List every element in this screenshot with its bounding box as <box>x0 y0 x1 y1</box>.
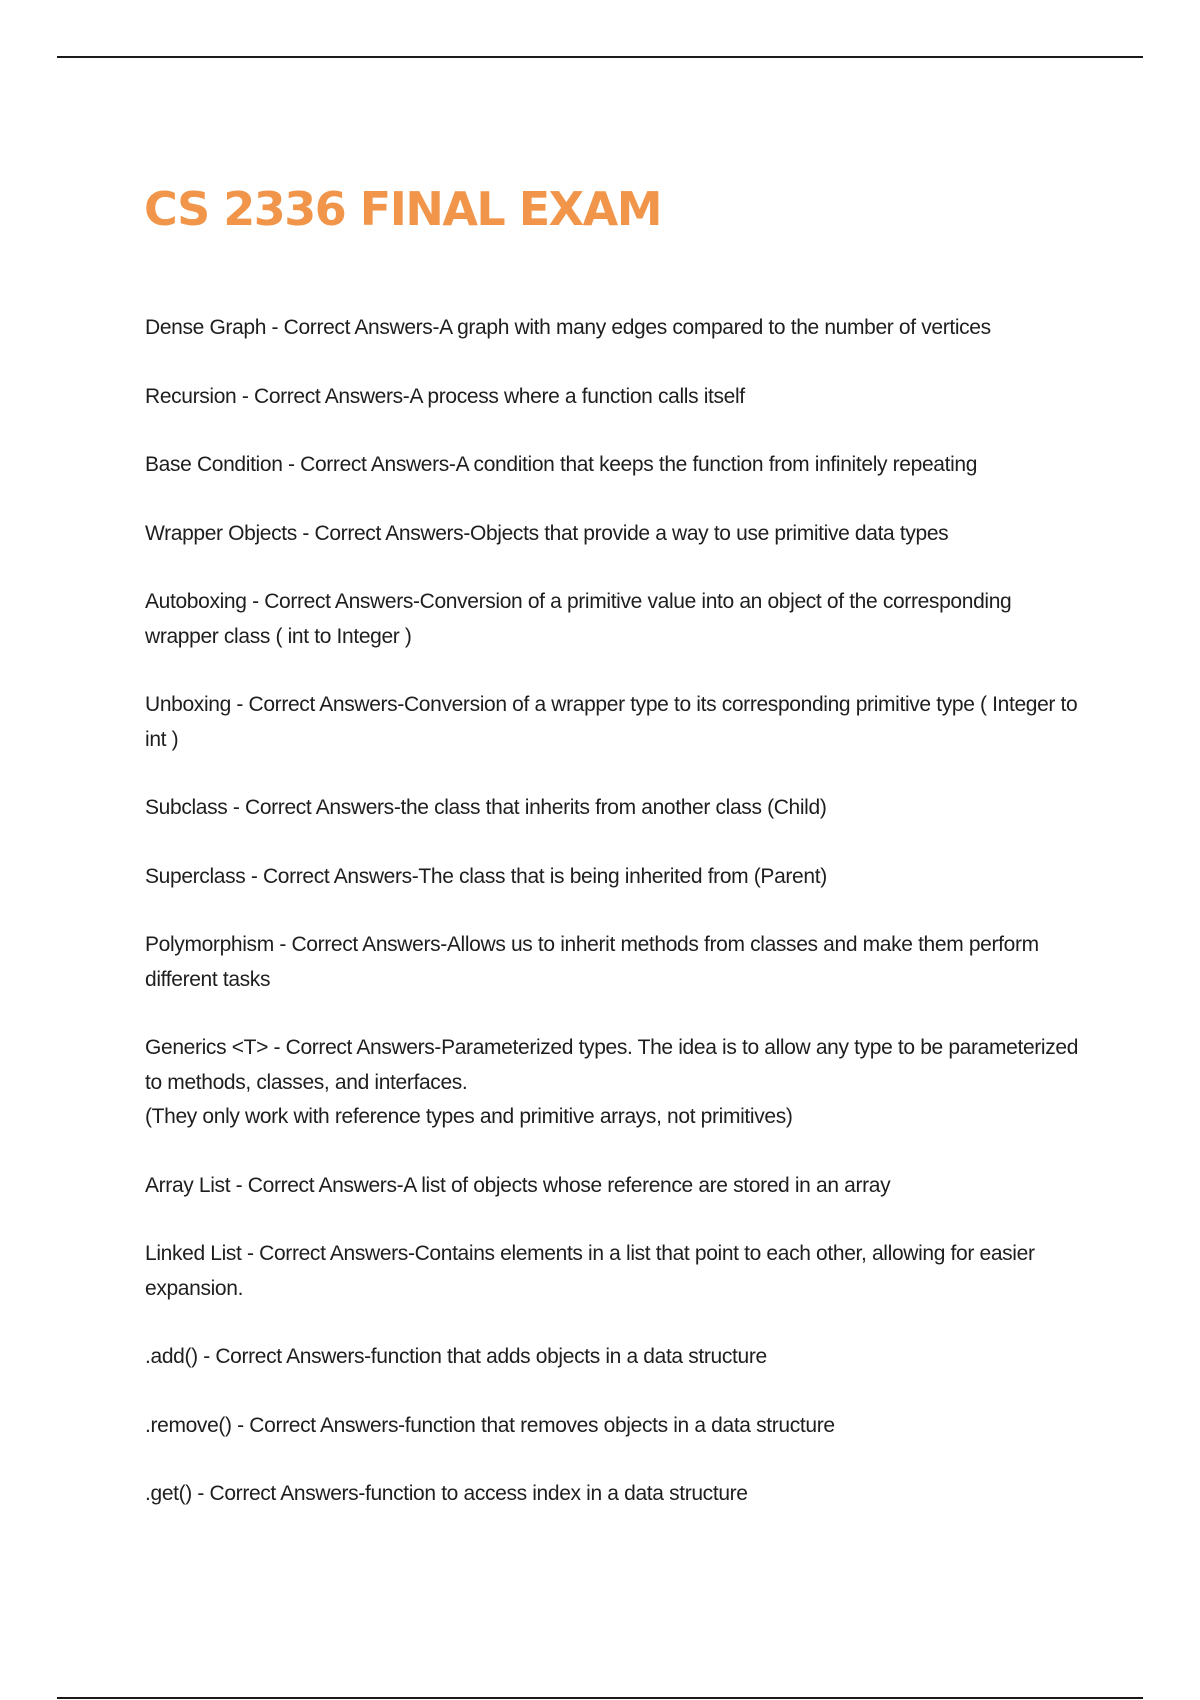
flashcard-entry: Subclass - Correct Answers-the class that inherits from another class (Child) <box>145 796 827 819</box>
flashcard-entry: Linked List - Correct Answers-Contains elements in a list that point to each other, allowing for easier expansion. <box>145 1242 1035 1300</box>
flashcard-entry: .remove() - Correct Answers-function that removes objects in a data structure <box>145 1413 835 1437</box>
flashcard-entry: Recursion - Correct Answers-A process where a function calls itself <box>145 384 745 408</box>
flashcard-entry: .get() - Correct Answers-function to access index in a data structure <box>145 1482 748 1505</box>
flashcard-entry: Generics <T> - Correct Answers-Parameterized types. The idea is to allow any type to be parameterized to methods, classes, and interfaces. (They only work with reference types and primitive arrays, not primitives) <box>145 1036 1079 1128</box>
flashcard-entry: Array List - Correct Answers-A list of objects whose reference are stored in an array <box>145 1173 891 1197</box>
flashcard-entry: .add() - Correct Answers-function that adds objects in a data structure <box>145 1345 767 1368</box>
flashcard-entry: Wrapper Objects - Correct Answers-Objects that provide a way to use primitive data types <box>145 521 949 545</box>
flashcard-list <box>145 311 1085 1546</box>
flashcard-entry: Autoboxing - Correct Answers-Conversion of a primitive value into an object of the corresponding wrapper class ( int to Integer ) <box>145 590 1012 648</box>
flashcard-entry: Polymorphism - Correct Answers-Allows us to inherit methods from classes and make them perform different tasks <box>145 933 1039 991</box>
flashcard-entry: Unboxing - Correct Answers-Conversion of a wrapper type to its corresponding primitive type ( Integer to int ) <box>145 693 1078 751</box>
flashcard-entry: Dense Graph - Correct Answers-A graph with many edges compared to the number of vertices <box>145 316 991 339</box>
top-rule <box>57 56 1143 58</box>
document-title: CS 2336 FINAL EXAM <box>144 182 662 236</box>
bottom-rule <box>57 1697 1143 1699</box>
flashcard-entry: Superclass - Correct Answers-The class that is being inherited from (Parent) <box>145 864 827 888</box>
flashcard-entry: Base Condition - Correct Answers-A condition that keeps the function from infinitely repeating <box>145 453 978 476</box>
